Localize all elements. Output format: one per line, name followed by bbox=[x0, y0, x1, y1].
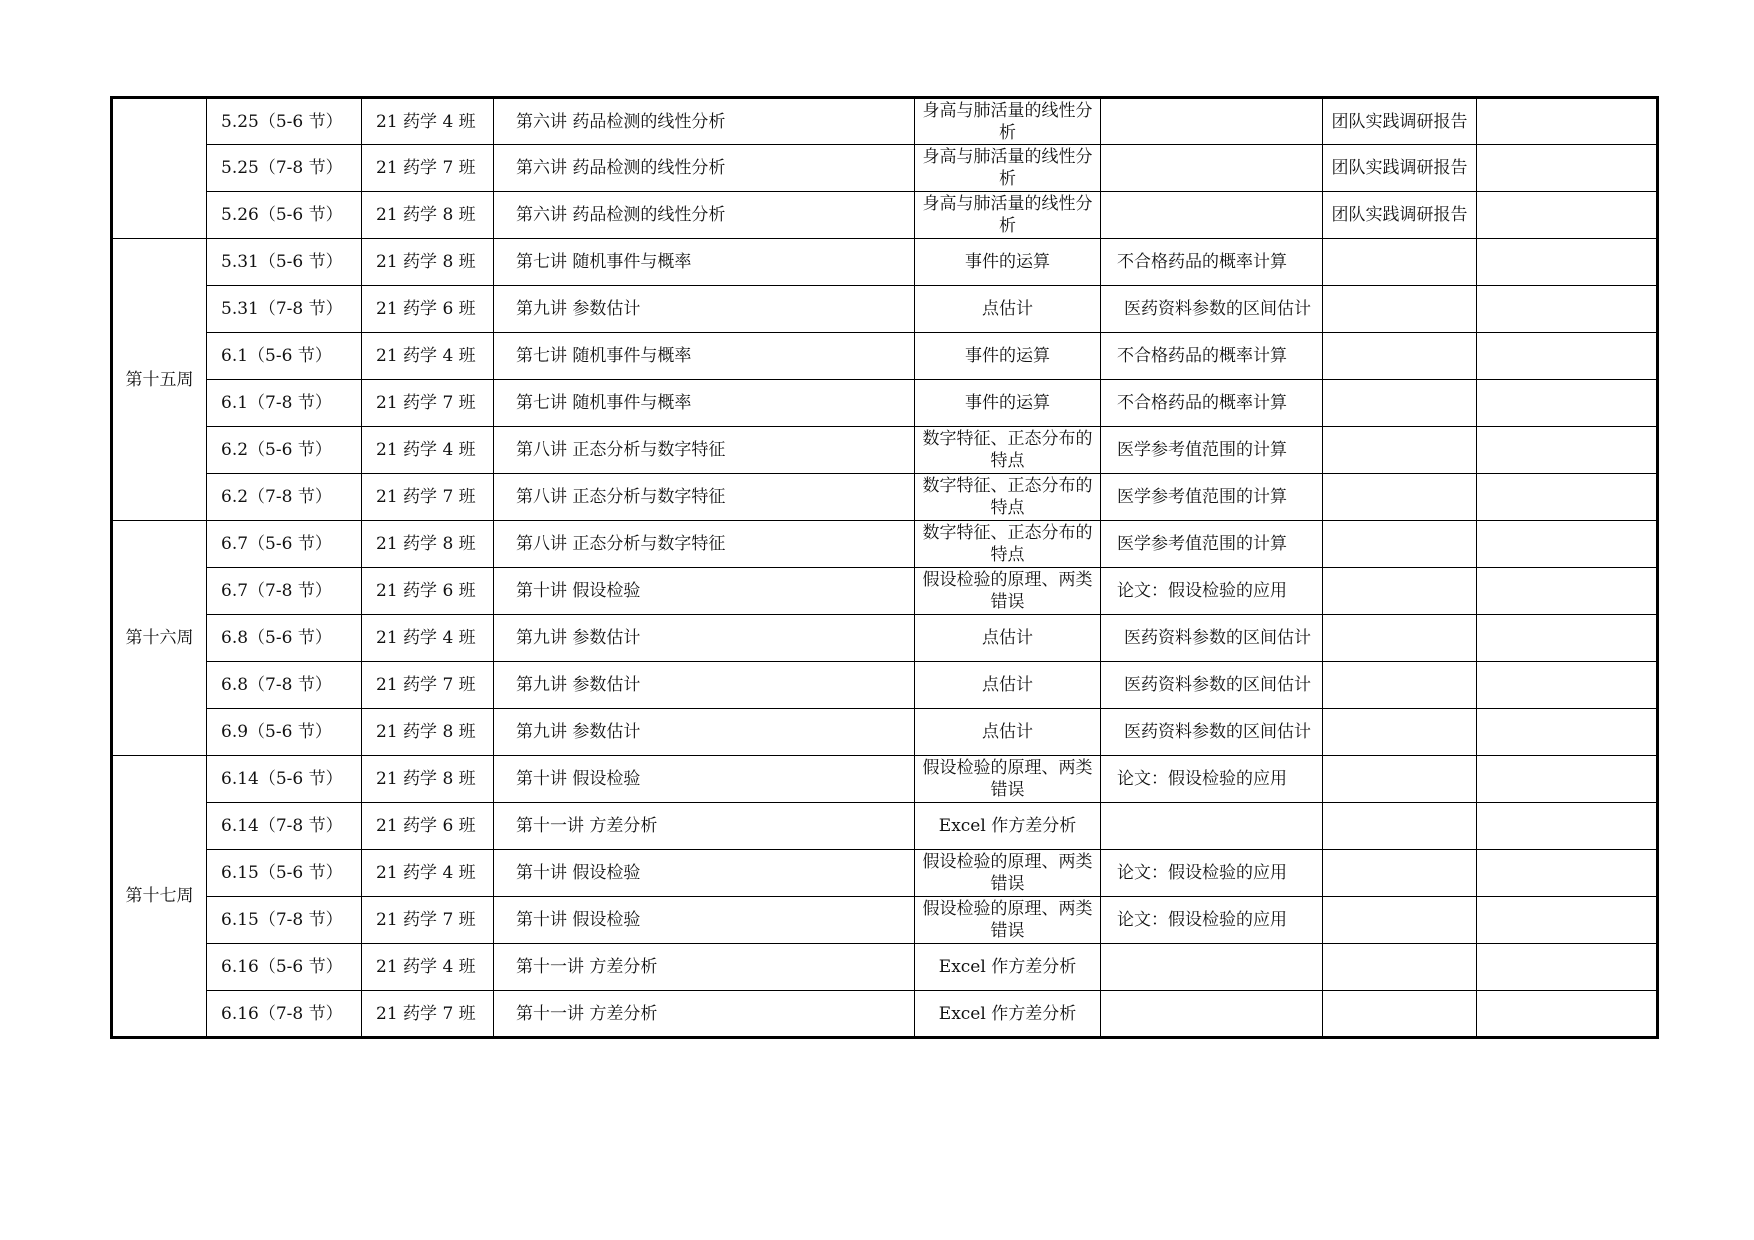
lecture-title-cell: 第六讲 药品检测的线性分析 bbox=[494, 145, 915, 192]
report-cell bbox=[1323, 850, 1477, 897]
remark-cell bbox=[1477, 427, 1658, 474]
report-cell bbox=[1323, 897, 1477, 944]
session-date-cell: 6.9（5-6 节） bbox=[207, 709, 362, 756]
table-row bbox=[112, 427, 1658, 474]
lecture-title-cell: 第十一讲 方差分析 bbox=[494, 991, 915, 1038]
class-name-cell: 21 药学 6 班 bbox=[362, 803, 494, 850]
class-name-cell: 21 药学 8 班 bbox=[362, 709, 494, 756]
session-date-cell: 6.15（7-8 节） bbox=[207, 897, 362, 944]
session-date-cell: 6.1（7-8 节） bbox=[207, 380, 362, 427]
table-row bbox=[112, 333, 1658, 380]
lecture-title-cell: 第十讲 假设检验 bbox=[494, 850, 915, 897]
remark-cell bbox=[1477, 333, 1658, 380]
lab-content-cell: 身高与肺活量的线性分析 bbox=[915, 192, 1101, 239]
report-cell: 团队实践调研报告 bbox=[1323, 192, 1477, 239]
session-date-cell: 6.14（5-6 节） bbox=[207, 756, 362, 803]
lab-content-cell: 点估计 bbox=[915, 286, 1101, 333]
remark-cell bbox=[1477, 192, 1658, 239]
lab-content-cell: 点估计 bbox=[915, 615, 1101, 662]
session-date-cell: 6.2（7-8 节） bbox=[207, 474, 362, 521]
lecture-title-cell: 第九讲 参数估计 bbox=[494, 709, 915, 756]
assignment-cell: 论文：假设检验的应用 bbox=[1101, 568, 1323, 615]
lab-content-cell: 身高与肺活量的线性分析 bbox=[915, 145, 1101, 192]
remark-cell bbox=[1477, 803, 1658, 850]
lecture-title-cell: 第十讲 假设检验 bbox=[494, 756, 915, 803]
table-row bbox=[112, 568, 1658, 615]
report-cell bbox=[1323, 474, 1477, 521]
lecture-title-cell: 第六讲 药品检测的线性分析 bbox=[494, 192, 915, 239]
report-cell bbox=[1323, 521, 1477, 568]
remark-cell bbox=[1477, 850, 1658, 897]
lab-content-cell: 假设检验的原理、两类错误 bbox=[915, 897, 1101, 944]
class-name-cell: 21 药学 7 班 bbox=[362, 991, 494, 1038]
session-date-cell: 6.8（7-8 节） bbox=[207, 662, 362, 709]
session-date-cell: 6.16（5-6 节） bbox=[207, 944, 362, 991]
session-date-cell: 5.25（7-8 节） bbox=[207, 145, 362, 192]
class-name-cell: 21 药学 4 班 bbox=[362, 615, 494, 662]
session-date-cell: 5.26（5-6 节） bbox=[207, 192, 362, 239]
lab-content-cell: 身高与肺活量的线性分析 bbox=[915, 98, 1101, 145]
class-name-cell: 21 药学 8 班 bbox=[362, 239, 494, 286]
class-name-cell: 21 药学 4 班 bbox=[362, 427, 494, 474]
assignment-cell bbox=[1101, 145, 1323, 192]
table-row bbox=[112, 803, 1658, 850]
assignment-cell bbox=[1101, 98, 1323, 145]
assignment-cell: 医药资料参数的区间估计 bbox=[1101, 286, 1323, 333]
report-cell bbox=[1323, 380, 1477, 427]
assignment-cell bbox=[1101, 192, 1323, 239]
session-date-cell: 6.15（5-6 节） bbox=[207, 850, 362, 897]
week-label-cell: 第十六周 bbox=[112, 521, 207, 756]
schedule-body bbox=[112, 98, 1658, 1038]
remark-cell bbox=[1477, 991, 1658, 1038]
remark-cell bbox=[1477, 709, 1658, 756]
remark-cell bbox=[1477, 662, 1658, 709]
lecture-title-cell: 第九讲 参数估计 bbox=[494, 615, 915, 662]
remark-cell bbox=[1477, 615, 1658, 662]
class-name-cell: 21 药学 8 班 bbox=[362, 756, 494, 803]
lab-content-cell: 事件的运算 bbox=[915, 333, 1101, 380]
table-row bbox=[112, 615, 1658, 662]
lecture-title-cell: 第八讲 正态分析与数字特征 bbox=[494, 427, 915, 474]
table-row bbox=[112, 380, 1658, 427]
lecture-title-cell: 第六讲 药品检测的线性分析 bbox=[494, 98, 915, 145]
remark-cell bbox=[1477, 897, 1658, 944]
assignment-cell: 不合格药品的概率计算 bbox=[1101, 333, 1323, 380]
lecture-title-cell: 第八讲 正态分析与数字特征 bbox=[494, 474, 915, 521]
session-date-cell: 6.7（7-8 节） bbox=[207, 568, 362, 615]
report-cell bbox=[1323, 991, 1477, 1038]
report-cell: 团队实践调研报告 bbox=[1323, 145, 1477, 192]
class-name-cell: 21 药学 6 班 bbox=[362, 286, 494, 333]
table-row bbox=[112, 756, 1658, 803]
session-date-cell: 5.31（5-6 节） bbox=[207, 239, 362, 286]
session-date-cell: 6.16（7-8 节） bbox=[207, 991, 362, 1038]
report-cell bbox=[1323, 662, 1477, 709]
lab-content-cell: Excel 作方差分析 bbox=[915, 991, 1101, 1038]
assignment-cell: 医学参考值范围的计算 bbox=[1101, 474, 1323, 521]
lecture-title-cell: 第九讲 参数估计 bbox=[494, 286, 915, 333]
class-name-cell: 21 药学 7 班 bbox=[362, 897, 494, 944]
assignment-cell: 医药资料参数的区间估计 bbox=[1101, 615, 1323, 662]
remark-cell bbox=[1477, 568, 1658, 615]
assignment-cell bbox=[1101, 991, 1323, 1038]
assignment-cell: 医学参考值范围的计算 bbox=[1101, 427, 1323, 474]
week-label-cell: 第十七周 bbox=[112, 756, 207, 1038]
report-cell bbox=[1323, 615, 1477, 662]
week-label-cell: 第十五周 bbox=[112, 239, 207, 521]
table-row bbox=[112, 239, 1658, 286]
class-name-cell: 21 药学 7 班 bbox=[362, 380, 494, 427]
lab-content-cell: 数字特征、正态分布的特点 bbox=[915, 521, 1101, 568]
report-cell bbox=[1323, 239, 1477, 286]
remark-cell bbox=[1477, 944, 1658, 991]
class-name-cell: 21 药学 4 班 bbox=[362, 333, 494, 380]
table-row bbox=[112, 850, 1658, 897]
table-row bbox=[112, 474, 1658, 521]
report-cell bbox=[1323, 709, 1477, 756]
session-date-cell: 6.7（5-6 节） bbox=[207, 521, 362, 568]
assignment-cell: 医药资料参数的区间估计 bbox=[1101, 709, 1323, 756]
report-cell bbox=[1323, 286, 1477, 333]
lecture-title-cell: 第七讲 随机事件与概率 bbox=[494, 239, 915, 286]
lecture-title-cell: 第九讲 参数估计 bbox=[494, 662, 915, 709]
class-name-cell: 21 药学 7 班 bbox=[362, 662, 494, 709]
lab-content-cell: 事件的运算 bbox=[915, 239, 1101, 286]
report-cell bbox=[1323, 803, 1477, 850]
assignment-cell: 不合格药品的概率计算 bbox=[1101, 380, 1323, 427]
lab-content-cell: 假设检验的原理、两类错误 bbox=[915, 756, 1101, 803]
assignment-cell bbox=[1101, 944, 1323, 991]
lab-content-cell: 点估计 bbox=[915, 662, 1101, 709]
assignment-cell bbox=[1101, 803, 1323, 850]
lecture-title-cell: 第十讲 假设检验 bbox=[494, 568, 915, 615]
lab-content-cell: 假设检验的原理、两类错误 bbox=[915, 850, 1101, 897]
table-row bbox=[112, 286, 1658, 333]
report-cell bbox=[1323, 427, 1477, 474]
lecture-title-cell: 第七讲 随机事件与概率 bbox=[494, 380, 915, 427]
session-date-cell: 6.1（5-6 节） bbox=[207, 333, 362, 380]
lab-content-cell: 点估计 bbox=[915, 709, 1101, 756]
class-name-cell: 21 药学 6 班 bbox=[362, 568, 494, 615]
lecture-title-cell: 第十讲 假设检验 bbox=[494, 897, 915, 944]
lecture-title-cell: 第七讲 随机事件与概率 bbox=[494, 333, 915, 380]
class-name-cell: 21 药学 4 班 bbox=[362, 98, 494, 145]
remark-cell bbox=[1477, 145, 1658, 192]
remark-cell bbox=[1477, 474, 1658, 521]
table-row bbox=[112, 192, 1658, 239]
assignment-cell: 论文：假设检验的应用 bbox=[1101, 756, 1323, 803]
report-cell bbox=[1323, 568, 1477, 615]
week-label-cell bbox=[112, 98, 207, 239]
class-name-cell: 21 药学 4 班 bbox=[362, 944, 494, 991]
table-row bbox=[112, 662, 1658, 709]
lab-content-cell: 假设检验的原理、两类错误 bbox=[915, 568, 1101, 615]
report-cell bbox=[1323, 756, 1477, 803]
report-cell bbox=[1323, 944, 1477, 991]
session-date-cell: 5.31（7-8 节） bbox=[207, 286, 362, 333]
table-row bbox=[112, 709, 1658, 756]
assignment-cell: 论文：假设检验的应用 bbox=[1101, 850, 1323, 897]
report-cell bbox=[1323, 333, 1477, 380]
remark-cell bbox=[1477, 521, 1658, 568]
remark-cell bbox=[1477, 380, 1658, 427]
lecture-title-cell: 第十一讲 方差分析 bbox=[494, 944, 915, 991]
lab-content-cell: Excel 作方差分析 bbox=[915, 803, 1101, 850]
class-name-cell: 21 药学 4 班 bbox=[362, 850, 494, 897]
assignment-cell: 论文：假设检验的应用 bbox=[1101, 897, 1323, 944]
table-row bbox=[112, 145, 1658, 192]
lecture-title-cell: 第十一讲 方差分析 bbox=[494, 803, 915, 850]
class-name-cell: 21 药学 7 班 bbox=[362, 474, 494, 521]
session-date-cell: 5.25（5-6 节） bbox=[207, 98, 362, 145]
assignment-cell: 医学参考值范围的计算 bbox=[1101, 521, 1323, 568]
lab-content-cell: Excel 作方差分析 bbox=[915, 944, 1101, 991]
class-name-cell: 21 药学 7 班 bbox=[362, 145, 494, 192]
remark-cell bbox=[1477, 756, 1658, 803]
remark-cell bbox=[1477, 239, 1658, 286]
remark-cell bbox=[1477, 98, 1658, 145]
report-cell: 团队实践调研报告 bbox=[1323, 98, 1477, 145]
schedule-table bbox=[110, 96, 1659, 1039]
table-row bbox=[112, 897, 1658, 944]
assignment-cell: 医药资料参数的区间估计 bbox=[1101, 662, 1323, 709]
assignment-cell: 不合格药品的概率计算 bbox=[1101, 239, 1323, 286]
lab-content-cell: 事件的运算 bbox=[915, 380, 1101, 427]
class-name-cell: 21 药学 8 班 bbox=[362, 521, 494, 568]
table-row bbox=[112, 521, 1658, 568]
table-row bbox=[112, 944, 1658, 991]
table-row bbox=[112, 991, 1658, 1038]
remark-cell bbox=[1477, 286, 1658, 333]
session-date-cell: 6.2（5-6 节） bbox=[207, 427, 362, 474]
lab-content-cell: 数字特征、正态分布的特点 bbox=[915, 474, 1101, 521]
lecture-title-cell: 第八讲 正态分析与数字特征 bbox=[494, 521, 915, 568]
session-date-cell: 6.8（5-6 节） bbox=[207, 615, 362, 662]
lab-content-cell: 数字特征、正态分布的特点 bbox=[915, 427, 1101, 474]
session-date-cell: 6.14（7-8 节） bbox=[207, 803, 362, 850]
table-row bbox=[112, 98, 1658, 145]
class-name-cell: 21 药学 8 班 bbox=[362, 192, 494, 239]
